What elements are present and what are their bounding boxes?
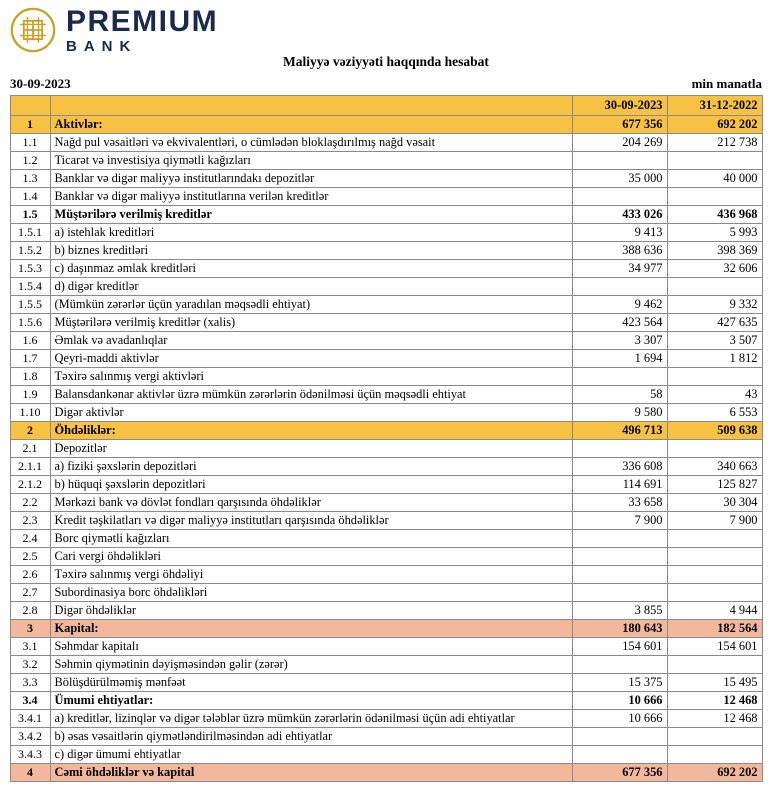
row-code: 2	[10, 422, 50, 440]
row-label: b) əsas vəsaitlərin qiymətləndirilməsindən adi ehtiyatlar	[50, 728, 572, 746]
row-code: 3.4.3	[10, 746, 50, 764]
row-label: Cəmi öhdəliklər və kapital	[50, 764, 572, 782]
row-label: Öhdəliklər:	[50, 422, 572, 440]
row-value-prior: 6 553	[667, 404, 762, 422]
row-value-current	[572, 278, 667, 296]
brand-header	[0, 0, 772, 55]
row-value-current: 10 666	[572, 710, 667, 728]
knot-emblem-icon	[10, 7, 56, 53]
row-value-prior: 1 812	[667, 350, 762, 368]
row-code: 1.5	[10, 206, 50, 224]
table-row	[10, 566, 762, 584]
row-value-current: 180 643	[572, 620, 667, 638]
row-code: 2.5	[10, 548, 50, 566]
row-code: 1.5.5	[10, 296, 50, 314]
row-value-prior	[667, 440, 762, 458]
financial-position-table	[10, 95, 763, 782]
row-code: 2.1	[10, 440, 50, 458]
row-value-current: 7 900	[572, 512, 667, 530]
row-code: 2.8	[10, 602, 50, 620]
row-label: Müştərilərə verilmiş kreditlər	[50, 206, 572, 224]
row-label: a) istehlak kreditləri	[50, 224, 572, 242]
row-value-prior: 340 663	[667, 458, 762, 476]
row-label: Subordinasiya borc öhdəlikləri	[50, 584, 572, 602]
row-code: 1.8	[10, 368, 50, 386]
row-value-prior: 40 000	[667, 170, 762, 188]
row-value-prior: 4 944	[667, 602, 762, 620]
column-header-period-prior: 31-12-2022	[667, 96, 762, 116]
row-label: b) biznes kreditləri	[50, 242, 572, 260]
row-code: 1.9	[10, 386, 50, 404]
row-value-prior: 509 638	[667, 422, 762, 440]
table-row	[10, 224, 762, 242]
table-row	[10, 620, 762, 638]
row-value-current: 388 636	[572, 242, 667, 260]
row-label: a) fiziki şəxslərin depozitləri	[50, 458, 572, 476]
table-row	[10, 476, 762, 494]
table-row	[10, 152, 762, 170]
row-value-current: 9 580	[572, 404, 667, 422]
row-label: d) digər kreditlər	[50, 278, 572, 296]
table-row	[10, 746, 762, 764]
row-label: Kapital:	[50, 620, 572, 638]
row-label: Digər aktivlər	[50, 404, 572, 422]
table-row	[10, 494, 762, 512]
row-label: Cari vergi öhdəlikləri	[50, 548, 572, 566]
table-row	[10, 332, 762, 350]
row-value-prior: 32 606	[667, 260, 762, 278]
row-value-prior: 5 993	[667, 224, 762, 242]
row-code: 4	[10, 764, 50, 782]
row-code: 3	[10, 620, 50, 638]
page-title: Maliyyə vəziyyəti haqqında hesabat	[283, 54, 489, 69]
table-header-row	[10, 96, 762, 116]
row-label: Borc qiymətli kağızları	[50, 530, 572, 548]
row-code: 2.2	[10, 494, 50, 512]
row-label: Ticarət və investisiya qiymətli kağızları	[50, 152, 572, 170]
row-code: 1.1	[10, 134, 50, 152]
table-row	[10, 422, 762, 440]
row-value-prior: 7 900	[667, 512, 762, 530]
table-row	[10, 296, 762, 314]
row-value-prior: 436 968	[667, 206, 762, 224]
table-row	[10, 728, 762, 746]
row-value-prior	[667, 656, 762, 674]
row-value-prior: 12 468	[667, 710, 762, 728]
table-row	[10, 530, 762, 548]
table-row	[10, 548, 762, 566]
table-row	[10, 512, 762, 530]
row-value-prior: 12 468	[667, 692, 762, 710]
row-value-prior: 30 304	[667, 494, 762, 512]
row-value-current: 3 855	[572, 602, 667, 620]
table-row	[10, 656, 762, 674]
row-value-prior: 398 369	[667, 242, 762, 260]
row-label: Təxirə salınmış vergi öhdəliyi	[50, 566, 572, 584]
row-value-prior	[667, 530, 762, 548]
row-value-prior	[667, 152, 762, 170]
row-value-current: 3 307	[572, 332, 667, 350]
row-value-current: 1 694	[572, 350, 667, 368]
report-units: min manatla	[691, 76, 762, 91]
row-label: Mərkəzi bank və dövlət fondları qarşısında öhdəliklər	[50, 494, 572, 512]
row-code: 3.2	[10, 656, 50, 674]
table-row	[10, 404, 762, 422]
row-code: 2.6	[10, 566, 50, 584]
row-code: 1.10	[10, 404, 50, 422]
row-value-prior: 9 332	[667, 296, 762, 314]
row-value-prior: 692 202	[667, 116, 762, 134]
column-header-code	[10, 96, 50, 116]
row-value-current: 35 000	[572, 170, 667, 188]
table-row	[10, 206, 762, 224]
row-value-current: 496 713	[572, 422, 667, 440]
row-code: 1.5.4	[10, 278, 50, 296]
row-value-current	[572, 530, 667, 548]
row-value-prior	[667, 278, 762, 296]
table-row	[10, 602, 762, 620]
row-code: 3.1	[10, 638, 50, 656]
row-code: 1.3	[10, 170, 50, 188]
table-row	[10, 170, 762, 188]
row-value-prior: 3 507	[667, 332, 762, 350]
row-code: 1.5.2	[10, 242, 50, 260]
row-value-prior	[667, 566, 762, 584]
row-value-current: 677 356	[572, 116, 667, 134]
brand-name-secondary: BANK	[66, 37, 138, 55]
row-code: 2.1.2	[10, 476, 50, 494]
row-code: 3.4.1	[10, 710, 50, 728]
row-value-current	[572, 188, 667, 206]
row-value-current: 154 601	[572, 638, 667, 656]
table-row	[10, 440, 762, 458]
row-value-current: 10 666	[572, 692, 667, 710]
brand-wordmark	[66, 4, 219, 55]
row-value-current: 336 608	[572, 458, 667, 476]
row-value-current	[572, 566, 667, 584]
row-label: b) hüquqi şəxslərin depozitləri	[50, 476, 572, 494]
row-value-prior	[667, 548, 762, 566]
row-label: Balansdankənar aktivlər üzrə mümkün zərərlərin ödənilməsi üçün məqsədli ehtiyat	[50, 386, 572, 404]
row-value-prior: 182 564	[667, 620, 762, 638]
row-label: Kredit təşkilatları və digər maliyyə institutları qarşısında öhdəliklər	[50, 512, 572, 530]
row-label: Müştərilərə verilmiş kreditlər (xalis)	[50, 314, 572, 332]
row-value-prior	[667, 188, 762, 206]
row-value-current	[572, 368, 667, 386]
row-value-current: 15 375	[572, 674, 667, 692]
row-label: Qeyri-maddi aktivlər	[50, 350, 572, 368]
table-row	[10, 584, 762, 602]
row-value-current	[572, 584, 667, 602]
row-value-current: 204 269	[572, 134, 667, 152]
row-value-current: 9 462	[572, 296, 667, 314]
table-row	[10, 350, 762, 368]
table-row	[10, 386, 762, 404]
row-label: Banklar və digər maliyyə institutlarındakı depozitlər	[50, 170, 572, 188]
row-label: Əmlak və avadanlıqlar	[50, 332, 572, 350]
table-row	[10, 134, 762, 152]
row-value-current: 114 691	[572, 476, 667, 494]
row-value-prior: 43	[667, 386, 762, 404]
table-row	[10, 278, 762, 296]
table-row	[10, 638, 762, 656]
row-value-prior: 15 495	[667, 674, 762, 692]
row-label: Səhmdar kapitalı	[50, 638, 572, 656]
row-value-prior: 125 827	[667, 476, 762, 494]
row-value-current	[572, 656, 667, 674]
row-label: Banklar və digər maliyyə institutlarına verilən kreditlər	[50, 188, 572, 206]
row-code: 1.2	[10, 152, 50, 170]
row-value-current: 423 564	[572, 314, 667, 332]
row-value-prior: 427 635	[667, 314, 762, 332]
row-code: 3.3	[10, 674, 50, 692]
table-row	[10, 116, 762, 134]
table-row	[10, 674, 762, 692]
row-code: 2.3	[10, 512, 50, 530]
row-code: 3.4	[10, 692, 50, 710]
column-header-name	[50, 96, 572, 116]
row-label: Təxirə salınmış vergi aktivləri	[50, 368, 572, 386]
row-code: 1.6	[10, 332, 50, 350]
row-code: 2.1.1	[10, 458, 50, 476]
row-value-current: 433 026	[572, 206, 667, 224]
table-row	[10, 188, 762, 206]
table-row	[10, 710, 762, 728]
row-code: 2.4	[10, 530, 50, 548]
table-row	[10, 764, 762, 782]
table-row	[10, 458, 762, 476]
row-value-prior: 692 202	[667, 764, 762, 782]
row-label: c) digər ümumi ehtiyatlar	[50, 746, 572, 764]
row-value-prior: 154 601	[667, 638, 762, 656]
row-code: 1.5.1	[10, 224, 50, 242]
row-value-current: 9 413	[572, 224, 667, 242]
row-code: 2.7	[10, 584, 50, 602]
row-label: c) daşınmaz əmlak kreditləri	[50, 260, 572, 278]
row-label: Depozitlər	[50, 440, 572, 458]
brand-name-primary: PREMIUM	[66, 4, 219, 38]
row-value-current	[572, 746, 667, 764]
table-row	[10, 260, 762, 278]
row-value-current	[572, 440, 667, 458]
table-row	[10, 242, 762, 260]
row-value-prior	[667, 368, 762, 386]
row-code: 1.4	[10, 188, 50, 206]
row-value-prior	[667, 728, 762, 746]
row-code: 1	[10, 116, 50, 134]
row-label: Digər öhdəliklər	[50, 602, 572, 620]
row-value-current: 677 356	[572, 764, 667, 782]
row-value-current: 34 977	[572, 260, 667, 278]
table-row	[10, 692, 762, 710]
row-label: Ümumi ehtiyatlar:	[50, 692, 572, 710]
row-label: Aktivlər:	[50, 116, 572, 134]
row-value-prior	[667, 584, 762, 602]
report-date: 30-09-2023	[10, 76, 71, 91]
row-label: Səhmin qiymətinin dəyişməsindən gəlir (zərər)	[50, 656, 572, 674]
row-value-prior: 212 738	[667, 134, 762, 152]
row-value-current: 58	[572, 386, 667, 404]
column-header-period-current: 30-09-2023	[572, 96, 667, 116]
row-code: 1.7	[10, 350, 50, 368]
table-row	[10, 314, 762, 332]
row-label: Bölüşdürülməmiş mənfəət	[50, 674, 572, 692]
row-code: 1.5.3	[10, 260, 50, 278]
table-row	[10, 368, 762, 386]
row-value-current	[572, 728, 667, 746]
row-label: a) kreditlər, lizinqlər və digər tələblər üzrə mümkün zərərlərin ödənilməsi üçün adi ehtiyatlar	[50, 710, 572, 728]
row-label: (Mümkün zərərlər üçün yaradılan məqsədli ehtiyat)	[50, 296, 572, 314]
report-meta	[0, 76, 772, 95]
row-code: 1.5.6	[10, 314, 50, 332]
row-value-current: 33 658	[572, 494, 667, 512]
row-label: Nağd pul vəsaitləri və ekvivalentləri, o cümlədən bloklaşdırılmış nağd vəsait	[50, 134, 572, 152]
row-value-prior	[667, 746, 762, 764]
row-value-current	[572, 548, 667, 566]
row-code: 3.4.2	[10, 728, 50, 746]
row-value-current	[572, 152, 667, 170]
